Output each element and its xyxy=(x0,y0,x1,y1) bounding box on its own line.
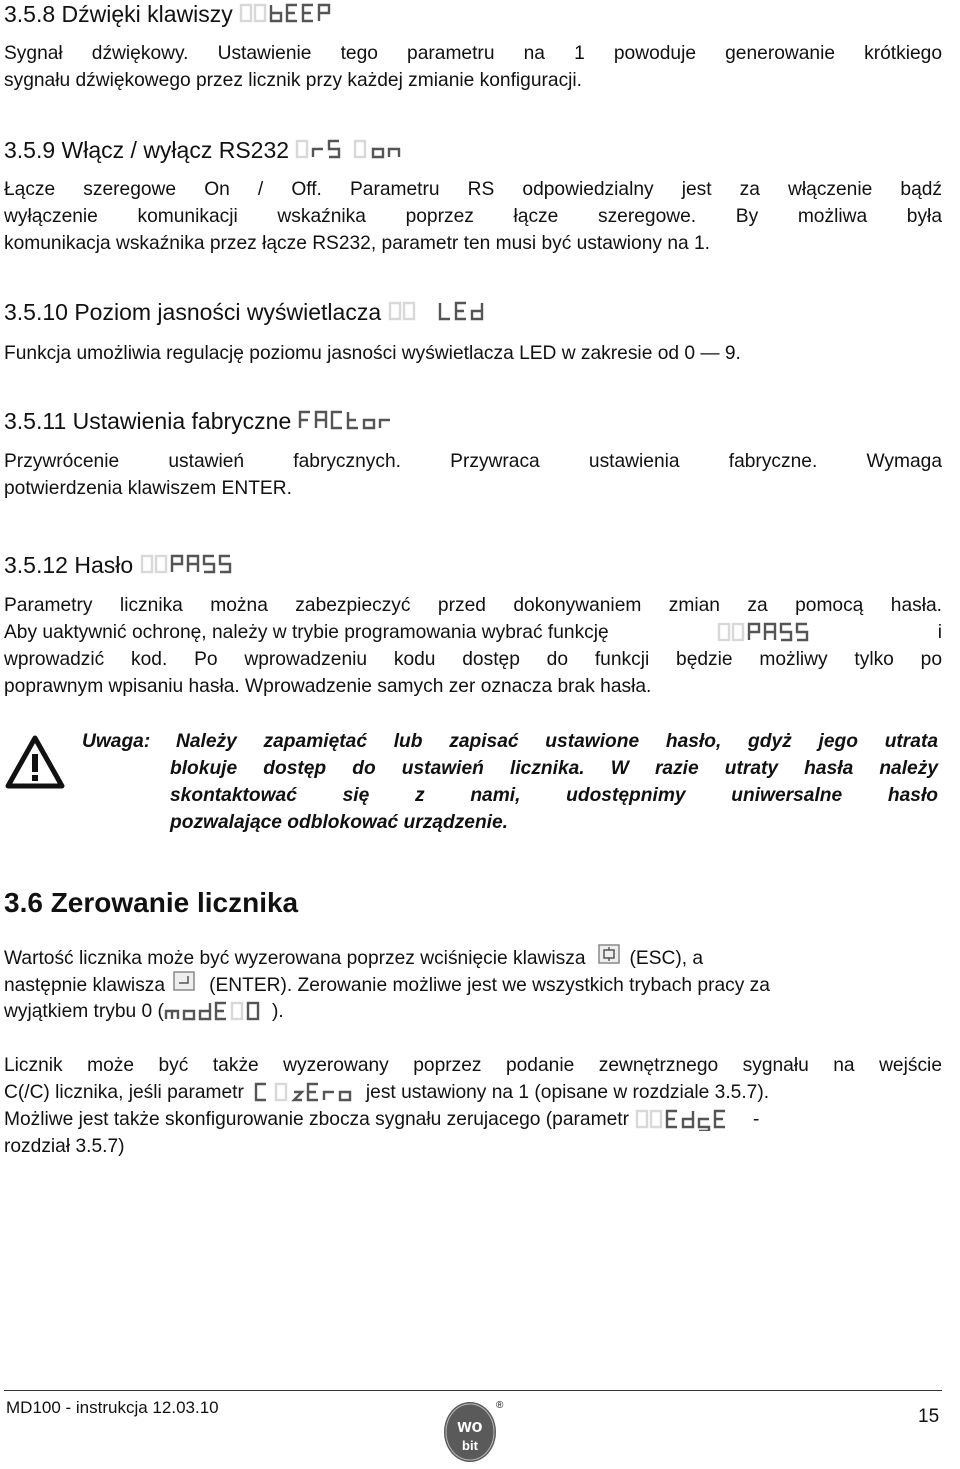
section-heading-3-5-9: 3.5.9 Włącz / wyłącz RS232 xyxy=(4,136,411,164)
paragraph-line: Aby uaktywnić ochronę, należy w trybie programowania wybrać funkcję i xyxy=(4,622,942,643)
svg-text:wo: wo xyxy=(457,1416,483,1436)
footer-divider xyxy=(4,1390,942,1391)
section-heading-3-5-8: 3.5.8 Dźwięki klawiszy xyxy=(4,0,349,28)
paragraph-line: Parametry licznika można zabezpieczyć przed dokonywaniem zmian za pomocą hasła. xyxy=(4,595,942,616)
esc-key-icon xyxy=(598,944,620,972)
warning-line: blokuje dostęp do ustawień licznika. W razie utraty hasła należy xyxy=(170,758,938,779)
seven-seg-display xyxy=(140,554,252,576)
warning-line: Należy zapamiętać lub zapisać ustawione hasło, gdyż jego utrata xyxy=(176,731,938,752)
registered-mark: ® xyxy=(496,1400,504,1411)
warning-line: skontaktować się z nami, udostępnimy uniwersalne hasło xyxy=(170,785,938,806)
section-heading-3-5-12: 3.5.12 Hasło xyxy=(4,551,252,579)
svg-text:bit: bit xyxy=(462,1438,478,1453)
paragraph-line: rozdział 3.5.7) xyxy=(4,1136,125,1157)
warning-triangle-icon xyxy=(4,734,66,795)
seven-seg-display xyxy=(295,139,411,161)
section-heading-3-5-11: 3.5.11 Ustawienia fabryczne xyxy=(4,407,410,435)
paragraph-line: wyjątkiem trybu 0 ( ). xyxy=(4,1001,284,1022)
paragraph-line: Wartość licznika może być wyzerowana poprzez wciśnięcie klawisza (ESC), a xyxy=(4,944,942,972)
page-number: 15 xyxy=(918,1406,940,1427)
seven-seg-display xyxy=(239,3,349,25)
enter-key-icon xyxy=(173,971,195,999)
paragraph-line: poprawnym wpisaniu hasła. Wprowadzenie samych zer oznacza brak hasła. xyxy=(4,676,652,697)
paragraph-line: potwierdzenia klawiszem ENTER. xyxy=(4,478,292,499)
paragraph-line: wprowadzić kod. Po wprowadzeniu kodu dostęp do funkcji będzie możliwy tylko po xyxy=(4,649,942,670)
paragraph-line: następnie klawisza (ENTER). Zerowanie możliwe jest we wszystkich trybach pracy za xyxy=(4,971,942,999)
paragraph-line: wyłączenie komunikacji wskaźnika poprzez łącze szeregowe. By możliwa była xyxy=(4,206,942,227)
paragraph-line: Łącze szeregowe On / Off. Parametru RS odpowiedzialny jest za włączenie bądź xyxy=(4,179,942,200)
section-heading-3-6: 3.6 Zerowanie licznika xyxy=(4,887,299,918)
warning-label: Uwaga: xyxy=(82,731,151,752)
paragraph-line: Funkcja umożliwia regulację poziomu jasności wyświetlacza LED w zakresie od 0 — 9. xyxy=(4,343,741,364)
paragraph-line: Przywrócenie ustawień fabrycznych. Przywraca ustawienia fabryczne. Wymaga xyxy=(4,451,942,472)
paragraph-line: sygnału dźwiękowego przez licznik przy każdej zmianie konfiguracji. xyxy=(4,70,583,91)
company-logo xyxy=(440,1396,504,1469)
footer-doc-title: MD100 - instrukcja 12.03.10 xyxy=(6,1398,219,1417)
seven-seg-display xyxy=(298,410,410,432)
seven-seg-display xyxy=(254,1082,360,1104)
seven-seg-display xyxy=(635,1109,743,1131)
seven-seg-display xyxy=(164,1001,272,1023)
paragraph-line: komunikacja wskaźnika przez łącze RS232, parametr ten musi być ustawiony na 1. xyxy=(4,233,710,254)
section-heading-3-5-10: 3.5.10 Poziom jasności wyświetlacza xyxy=(4,298,498,326)
paragraph-line: C(/C) licznika, jeśli parametr jest ustawiony na 1 (opisane w rozdziale 3.5.7). xyxy=(4,1082,770,1103)
seven-seg-display xyxy=(388,301,498,323)
paragraph-line: Możliwe jest także skonfigurowanie zbocza sygnału zerujacego (parametr - xyxy=(4,1109,760,1130)
paragraph-line: Licznik może być także wyzerowany poprzez podanie zewnętrznego sygnału na wejście xyxy=(4,1055,942,1076)
seven-seg-display xyxy=(717,622,829,644)
paragraph-line: Sygnał dźwiękowy. Ustawienie tego parametru na 1 powoduje generowanie krótkiego xyxy=(4,43,942,64)
warning-line: pozwalające odblokować urządzenie. xyxy=(170,812,509,833)
